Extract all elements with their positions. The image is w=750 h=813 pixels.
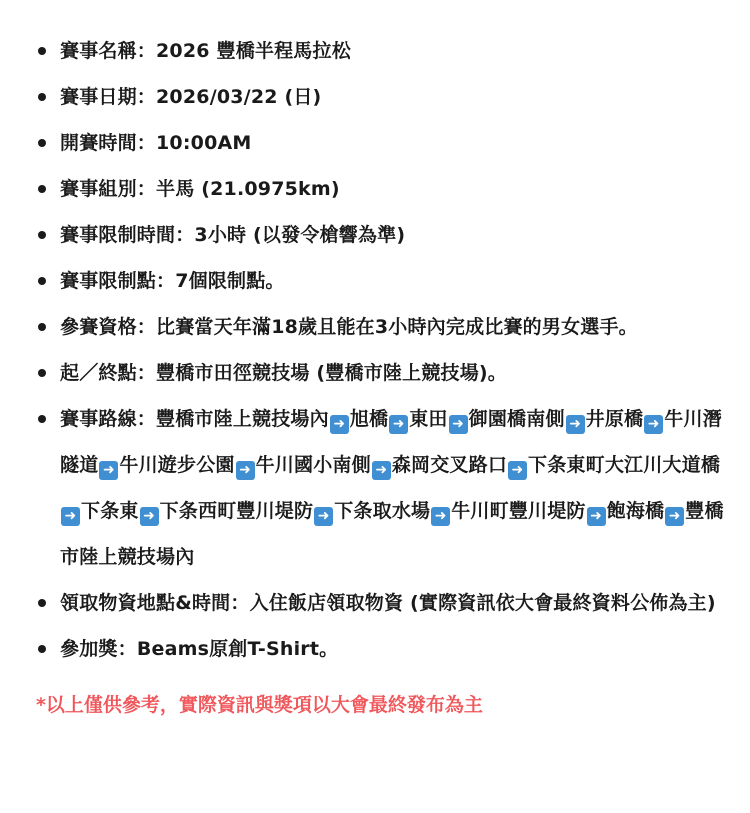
right-arrow-icon: ➜ [372,461,391,480]
right-arrow-icon: ➜ [61,507,80,526]
info-value: 2026/03/22 (日) [156,86,322,108]
info-value: 入住飯店領取物資 (實際資訊依大會最終資料公佈為主) [249,592,716,614]
route-stop: 豐橋市陸上競技場內 [156,408,329,430]
info-label: 開賽時間： [60,132,157,154]
info-value: Beams原創T-Shirt。 [136,638,339,660]
route-stop: 旭橋 [349,408,389,430]
info-label: 領取物資地點&時間： [60,592,250,614]
info-value: 3小時 (以發令槍響為準) [194,224,406,246]
info-value: 比賽當天年滿18歲且能在3小時內完成比賽的男女選手。 [156,316,638,338]
info-race-date [60,74,732,120]
info-finisher-gift [60,626,732,672]
route-stop: 牛川町豐川堤防 [451,500,586,522]
right-arrow-icon: ➜ [140,507,159,526]
right-arrow-icon: ➜ [665,507,684,526]
info-label: 起／終點： [60,362,157,384]
right-arrow-icon: ➜ [508,461,527,480]
info-value: 豐橋市田徑競技場 (豐橋市陸上競技場)。 [156,362,507,384]
right-arrow-icon: ➜ [389,415,408,434]
right-arrow-icon: ➜ [314,507,333,526]
info-label: 賽事限制時間： [60,224,195,246]
info-label: 賽事組別： [60,178,157,200]
info-value: 2026 豐橋半程馬拉松 [156,40,351,62]
route-stop: 豐橋市陸上競技場內 [60,500,724,568]
info-start-time [60,120,732,166]
right-arrow-icon: ➜ [566,415,585,434]
info-label: 賽事路線： [60,408,157,430]
info-race-name [60,28,732,74]
route-stop: 牛川國小南側 [255,454,371,476]
info-value: 半馬 (21.0975km) [156,178,340,200]
info-label: 賽事限制點： [60,270,176,292]
route-stop: 下条取水場 [334,500,431,522]
route-stop: 森岡交叉路口 [391,454,508,476]
route-stop: 下条東 [81,500,139,522]
info-value: 7個限制點。 [175,270,285,292]
info-pickup [60,580,732,626]
right-arrow-icon: ➜ [449,415,468,434]
info-value: 10:00AM [156,132,252,154]
right-arrow-icon: ➜ [644,415,663,434]
route-stop: 御園橋南側 [468,408,565,430]
info-label: 賽事日期： [60,86,157,108]
route-stop: 井原橋 [585,408,644,430]
info-eligibility [60,304,732,350]
info-checkpoints [60,258,732,304]
right-arrow-icon: ➜ [587,507,606,526]
right-arrow-icon: ➜ [99,461,118,480]
info-label: 賽事名稱： [60,40,157,62]
info-label: 參賽資格： [60,316,157,338]
info-category [60,166,732,212]
info-label: 參加獎： [60,638,137,660]
route-stop: 下条西町豐川堤防 [159,500,314,522]
route-stop: 牛川遊步公園 [119,454,235,476]
disclaimer-note: *以上僅供參考，實際資訊與獎項以大會最終發布為主 [36,694,483,716]
info-route [60,396,732,580]
route-stop: 東田 [409,408,448,430]
route-stop: 牛川潛隧道 [60,408,722,476]
right-arrow-icon: ➜ [431,507,450,526]
right-arrow-icon: ➜ [330,415,349,434]
route-stop: 飽海橋 [606,500,665,522]
route-stops [60,408,724,568]
info-time-limit [60,212,732,258]
info-start-finish [60,350,732,396]
route-stop: 下条東町大江川大道橋 [528,454,721,476]
right-arrow-icon: ➜ [236,461,255,480]
